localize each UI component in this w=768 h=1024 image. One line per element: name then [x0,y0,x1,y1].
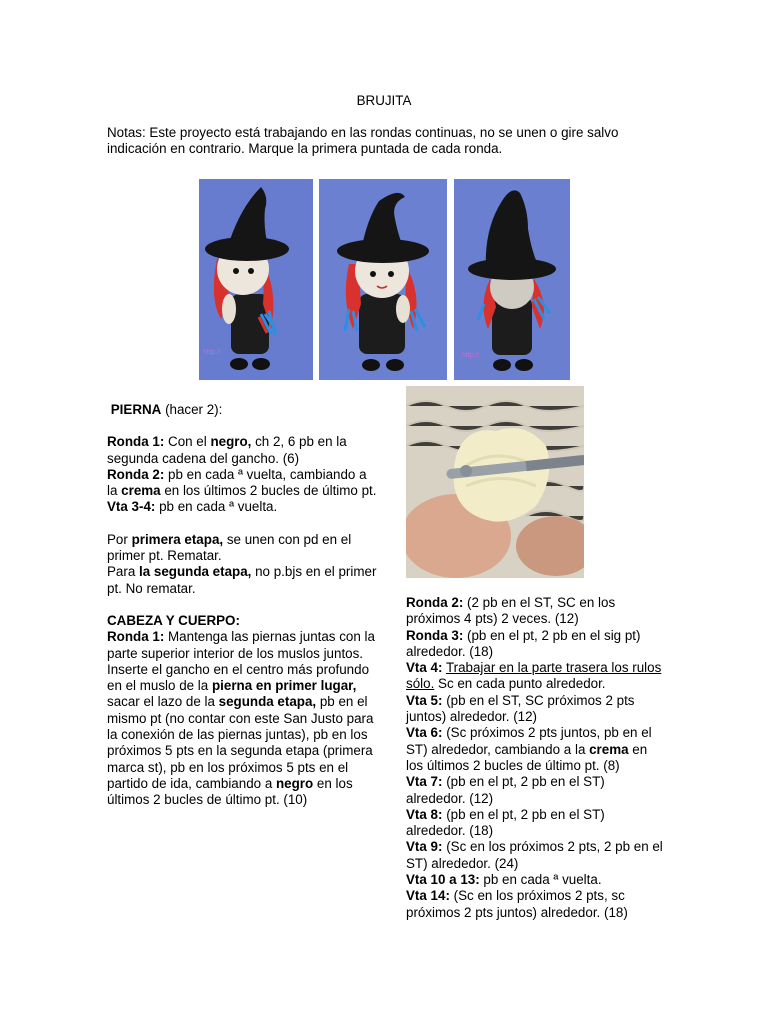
primera-etapa-note [107,532,377,565]
vta-8 [406,807,664,840]
round-label: Vta 10 a 13: [406,872,480,888]
color-label: negro, [210,434,252,450]
round-text: (Sc en los próximos 2 pts, sc próximos 2 pts juntos) alrededor. (18) [406,888,628,920]
left-column [107,402,377,809]
crochet-hook-image [406,386,584,578]
ronda-2 [406,595,664,628]
witch-doll-image [199,179,313,380]
photo-watermark: http:// [203,349,221,356]
note-text: no p.bjs en el primer pt. No rematar. [107,564,377,596]
cabeza-heading [107,613,377,629]
segunda-etapa-note [107,564,377,597]
section-heading: CABEZA Y CUERPO: [107,612,240,628]
witch-doll-image [454,179,570,380]
round-label: Vta 3-4: [107,499,156,515]
witch-photo-2 [319,179,447,380]
round-label: Ronda 1: [107,629,165,645]
photo-watermark: http:// [462,352,480,359]
round-text: (pb en el pt, 2 pb en el ST) alrededor. (12) [406,774,605,806]
round-text: sacar el lazo de la [107,694,219,710]
pierna-heading: PIERNA [110,402,162,417]
note-bold: la segunda etapa, [139,564,252,580]
round-label: Ronda 2: [107,466,165,482]
round-text: ch 2, 6 pb en la segunda cadena del gancho. (6) [107,434,347,466]
round-text: pb en el mismo pt (no contar con este San Justo para la conexión de las piernas juntas), pb en los próximos 5 pts en la segunda etapa (primera marca st), pb en los próximos 5 pts en el partido de ida, cambiando a [107,694,374,791]
vta-6 [406,725,664,774]
round-label: Vta 7: [406,774,443,790]
pierna-heading-note: (hacer 2): [161,402,223,417]
witch-doll-image [319,179,447,380]
notes-paragraph: Notas: Este proyecto está trabajando en las rondas continuas, no se unen o gire salvo indicación en contrario. Marque la primera puntada de cada ronda. [107,125,619,157]
witch-photo-3 [454,179,570,380]
round-text: (Sc en los próximos 2 pts, 2 pb en el ST) alrededor. (24) [406,839,663,871]
round-text: (Sc próximos 2 pts juntos, pb en el ST) alrededor, cambiando a la [406,725,652,757]
vta-7 [406,774,664,807]
round-text: pb en cada ª vuelta. [155,499,278,515]
round-label: Ronda 1: [107,434,165,450]
round-label: Vta 9: [406,839,443,855]
color-label: crema [121,483,161,499]
round-underlined: Trabajar en la parte trasera los rulos sólo. [406,660,662,692]
round-label: Ronda 3: [406,627,464,643]
round-text: pb en cada ª vuelta. [479,872,602,888]
vta-14 [406,888,664,921]
round-label: Vta 5: [406,692,443,708]
pierna-heading-line [107,402,377,418]
round-text: (2 pb en el ST, SC en los próximos 4 pts) 2 veces. (12) [406,595,616,627]
round-bold: segunda etapa, [218,694,317,710]
round-text: (pb en el pt, 2 pb en el sig pt) alrededor. (18) [406,627,641,659]
pierna-vta-3-4 [107,499,377,515]
round-text: en los últimos 2 bucles de último pt. (10) [107,775,353,808]
cabeza-ronda-1 [107,629,377,808]
round-text: Sc en cada punto alrededor. [434,676,606,692]
note-text: Por [107,531,132,547]
vta-9 [406,839,664,872]
round-label: Vta 6: [406,725,443,741]
round-label: Vta 8: [406,806,443,822]
round-text: Mantenga las piernas juntas con la parte superior interior de los muslos juntos. Inserte el gancho en el centro más profundo en el muslo de la [107,629,375,694]
round-label: Vta 4: [406,660,443,676]
note-bold: primera etapa, [131,531,224,547]
round-text: Con el [164,434,211,450]
round-text: en los últimos 2 bucles de último pt. [160,483,377,499]
vta-4 [406,660,664,693]
round-label: Ronda 2: [406,595,464,610]
witch-photo-1 [199,179,313,380]
pierna-ronda-2 [107,467,377,500]
round-text: (pb en el ST, SC próximos 2 pts juntos) alrededor. (12) [406,692,635,725]
ronda-3 [406,628,664,661]
note-text: Para [107,564,140,580]
color-label: negro [276,775,314,791]
round-text: pb en cada ª vuelta, cambiando a la [107,466,367,499]
round-text: en los últimos 2 bucles de último pt. (8) [406,741,648,773]
right-column [406,595,664,921]
crochet-photo [406,386,584,578]
vta-10-13 [406,872,664,888]
page-title: BRUJITA [356,93,412,108]
vta-5 [406,693,664,726]
round-text: (pb en el pt, 2 pb en el ST) alrededor. (18) [406,806,605,839]
round-label: Vta 14: [406,888,450,904]
note-text: se unen con pd en el primer pt. Rematar. [107,531,352,564]
color-label: crema [589,741,629,757]
pierna-ronda-1 [107,434,377,467]
round-bold: pierna en primer lugar, [211,678,357,694]
